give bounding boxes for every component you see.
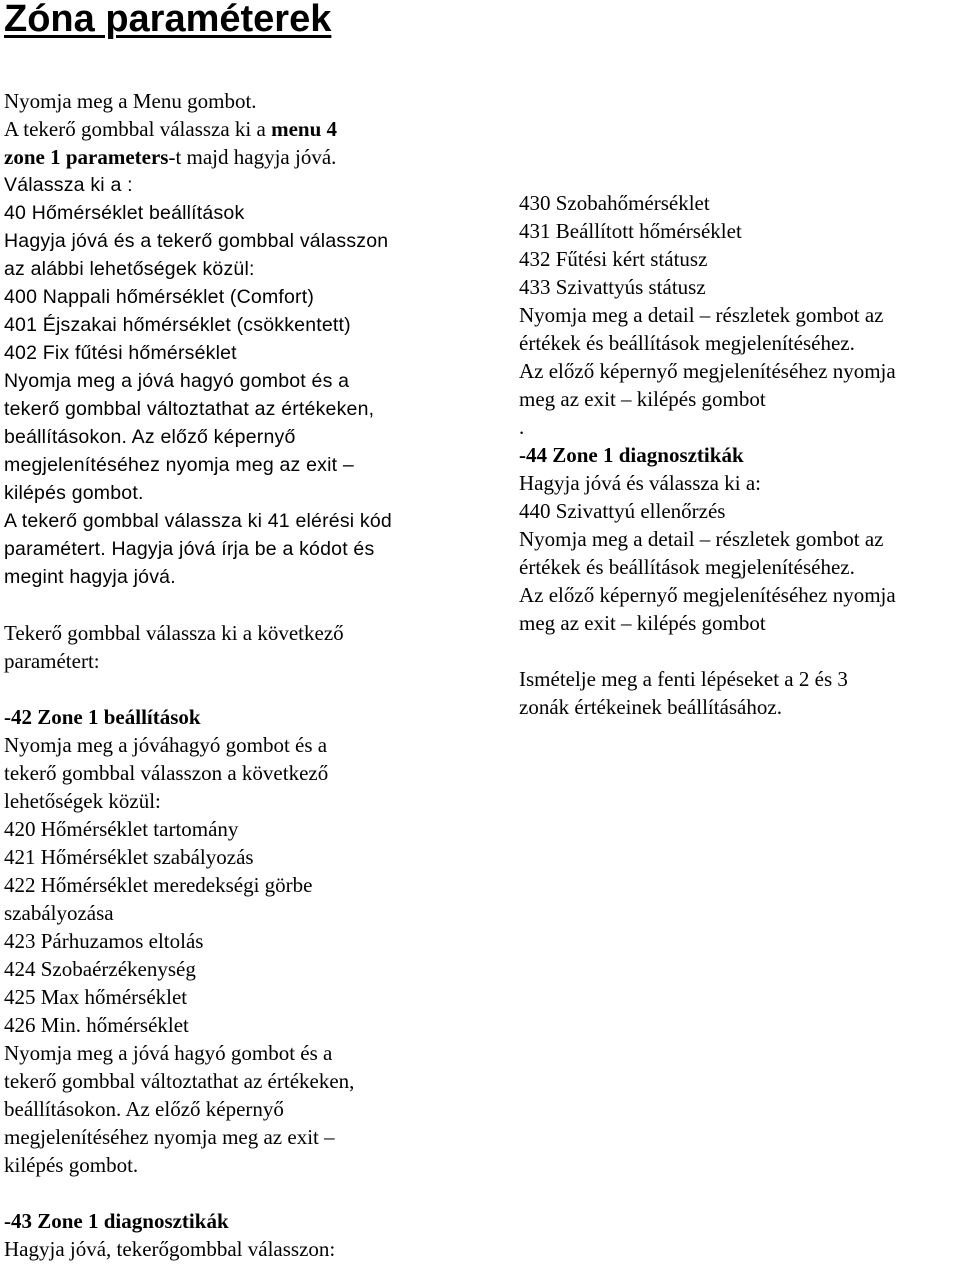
s43-line: .	[519, 415, 525, 439]
s42-line: Nyomja meg a jóvá hagyó gombot és a	[4, 1041, 333, 1065]
s42-line: lehetőségek közül:	[4, 789, 161, 813]
intro-line: zone 1 parameters-t majd hagyja jóvá.	[4, 145, 337, 169]
s43-line: Az előző képernyő megjelenítéséhez nyomja	[519, 359, 896, 383]
option-425: 425 Max hőmérséklet	[4, 985, 188, 1009]
select-line: Tekerő gombbal válassza ki a következő	[4, 621, 344, 645]
s42-line: beállításokon. Az előző képernyő	[4, 1097, 284, 1121]
option-422: 422 Hőmérséklet meredekségi görbe	[4, 873, 313, 897]
option-401: 401 Éjszakai hőmérséklet (csökkentett)	[4, 314, 351, 336]
select-line: paramétert:	[4, 649, 100, 673]
option-440: 440 Szivattyú ellenőrzés	[519, 499, 726, 523]
section-heading-42: -42 Zone 1 beállítások	[4, 705, 201, 729]
option-420: 420 Hőmérséklet tartomány	[4, 817, 239, 841]
menu-name: menu 4	[271, 117, 338, 141]
intro-line: az alábbi lehetőségek közül:	[4, 258, 255, 280]
option-421: 421 Hőmérséklet szabályozás	[4, 845, 254, 869]
intro-line: megjelenítéséhez nyomja meg az exit –	[4, 454, 354, 476]
page-title: Zóna paraméterek	[4, 0, 332, 40]
s44-line: Hagyja jóvá és válassza ki a:	[519, 471, 761, 495]
s42-line: tekerő gombbal változtathat az értékeken,	[4, 1069, 355, 1093]
option-426: 426 Min. hőmérséklet	[4, 1013, 189, 1037]
option-424: 424 Szobaérzékenység	[4, 957, 196, 981]
intro-line: megint hagyja jóvá.	[4, 566, 176, 588]
option-400: 400 Nappali hőmérséklet (Comfort)	[4, 286, 315, 308]
s42-line: kilépés gombot.	[4, 1153, 139, 1177]
menu-name: zone 1 parameters	[4, 145, 169, 169]
left-column	[4, 87, 474, 1263]
option-423: 423 Párhuzamos eltolás	[4, 929, 204, 953]
s43-line: Nyomja meg a detail – részletek gombot az	[519, 303, 884, 327]
s44-line: értékek és beállítások megjelenítéséhez.	[519, 555, 855, 579]
intro-line: tekerő gombbal változtathat az értékeken,	[4, 398, 375, 420]
s43-line: értékek és beállítások megjelenítéséhez.	[519, 331, 855, 355]
section-heading-44: -44 Zone 1 diagnosztikák	[519, 443, 744, 467]
option-432: 432 Fűtési kért státusz	[519, 247, 708, 271]
intro-line: kilépés gombot.	[4, 482, 144, 504]
intro-line: beállításokon. Az előző képernyő	[4, 426, 296, 448]
option-431: 431 Beállított hőmérséklet	[519, 219, 742, 243]
intro-line: Hagyja jóvá és a tekerő gombbal válasszon	[4, 230, 389, 252]
s43-line: Hagyja jóvá, tekerőgombbal válasszon:	[4, 1237, 336, 1261]
s42-line: Nyomja meg a jóváhagyó gombot és a	[4, 733, 328, 757]
s44-line: meg az exit – kilépés gombot	[519, 611, 766, 635]
intro-line: Nyomja meg a Menu gombot.	[4, 89, 257, 113]
option-430: 430 Szobahőmérséklet	[519, 191, 710, 215]
option-433: 433 Szivattyús státusz	[519, 275, 706, 299]
s42-line: megjelenítéséhez nyomja meg az exit –	[4, 1125, 335, 1149]
intro-line: A tekerő gombbal válassza ki 41 elérési kód	[4, 510, 392, 532]
intro-line: 40 Hőmérséklet beállítások	[4, 202, 245, 224]
section-heading-43: -43 Zone 1 diagnosztikák	[4, 1209, 229, 1233]
s42-line: tekerő gombbal válasszon a következő	[4, 761, 329, 785]
option-402: 402 Fix fűtési hőmérséklet	[4, 342, 237, 364]
intro-line: Nyomja meg a jóvá hagyó gombot és a	[4, 370, 350, 392]
intro-line: A tekerő gombbal válassza ki a menu 4	[4, 117, 338, 141]
repeat-line: zonák értékeinek beállításához.	[519, 695, 782, 719]
s43-line: meg az exit – kilépés gombot	[519, 387, 766, 411]
intro-line: paramétert. Hagyja jóvá írja be a kódot és	[4, 538, 375, 560]
right-column	[519, 189, 959, 721]
s44-line: Nyomja meg a detail – részletek gombot az	[519, 527, 884, 551]
option-422-cont: szabályozása	[4, 901, 114, 925]
intro-line: Válassza ki a :	[4, 174, 133, 196]
repeat-line: Ismételje meg a fenti lépéseket a 2 és 3	[519, 667, 848, 691]
s44-line: Az előző képernyő megjelenítéséhez nyomja	[519, 583, 896, 607]
